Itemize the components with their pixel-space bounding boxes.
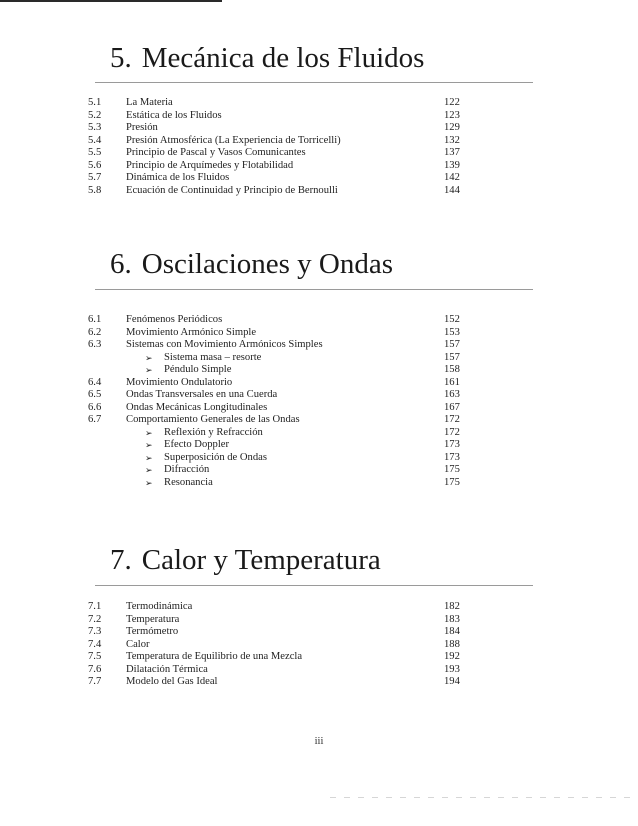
page-ref: 153 [444, 326, 460, 338]
chapter-7-number: 7. [110, 544, 132, 576]
section-number: 7.2 [88, 613, 102, 625]
section-number: 5.2 [88, 109, 102, 121]
section-title: Presión Atmosférica (La Experiencia de Torricelli) [126, 134, 341, 146]
arrow-bullet-icon: ➢ [145, 465, 153, 475]
page-ref: 157 [444, 351, 460, 363]
section-title: Ecuación de Continuidad y Principio de Bernoulli [126, 184, 338, 196]
section-title: Difracción [164, 464, 210, 475]
section-title: Movimiento Armónico Simple [126, 326, 257, 338]
section-number: 7.4 [88, 638, 102, 650]
arrow-bullet-icon: ➢ [145, 365, 153, 375]
section-title: Sistema masa – resorte [164, 351, 262, 363]
section-title: Calor [126, 638, 150, 650]
section-title: Superposición de Ondas [164, 451, 267, 463]
section-number: 7.6 [88, 663, 102, 675]
chapter-5-rule [95, 82, 533, 83]
page-ref: 173 [444, 439, 460, 450]
arrow-bullet-icon: ➢ [145, 440, 153, 450]
section-title: Principio de Pascal y Vasos Comunicantes [126, 147, 306, 158]
section-number: 7.1 [88, 601, 102, 612]
arrow-bullet-icon: ➢ [145, 352, 153, 363]
section-number: 5.4 [88, 134, 102, 146]
page-ref: 161 [444, 376, 460, 388]
section-number: 5.1 [88, 97, 102, 108]
page-ref: 132 [444, 134, 460, 146]
section-title: Reflexión y Refracción [164, 426, 263, 438]
section-title: Termodinámica [126, 601, 193, 612]
chapter-5-number: 5. [110, 42, 132, 74]
section-number: 6.3 [88, 339, 102, 350]
page-ref: 182 [444, 601, 460, 612]
section-title: Modelo del Gas Ideal [126, 676, 218, 687]
page-ref: 158 [444, 364, 460, 375]
section-number: 7.3 [88, 626, 102, 637]
section-number: 6.2 [88, 326, 102, 338]
page-ref: 123 [444, 109, 460, 121]
page-number: iii [314, 736, 324, 747]
chapter-7-heading [110, 546, 381, 575]
section-number: 5.5 [88, 147, 102, 158]
page-ref: 175 [444, 476, 460, 488]
section-number: 6.4 [88, 376, 102, 388]
toc-entry [0, 476, 638, 490]
chapter-7-title: Calor y Temperatura [141, 544, 381, 576]
chapter-6-title: Oscilaciones y Ondas [141, 248, 394, 280]
page-ref: 184 [444, 626, 460, 637]
page-ref: 188 [444, 638, 460, 650]
page-ref: 192 [444, 651, 460, 662]
scan-edge-mark [0, 0, 222, 2]
section-title: Comportamiento Generales de las Ondas [126, 414, 300, 425]
section-number: 6.7 [88, 414, 102, 425]
arrow-bullet-icon: ➢ [145, 477, 153, 488]
section-title: Sistemas con Movimiento Armónicos Simples [126, 339, 323, 350]
page-ref: 142 [444, 172, 460, 183]
page-ref: 144 [444, 184, 460, 196]
section-title: Ondas Mecánicas Longitudinales [126, 401, 268, 413]
section-number: 5.3 [88, 122, 102, 133]
page-ref: 157 [444, 339, 460, 350]
page-ref: 137 [444, 147, 460, 158]
page-ref: 122 [444, 97, 460, 108]
section-title: La Materia [126, 97, 173, 108]
page-ref: 152 [444, 314, 460, 325]
page-ref: 129 [444, 122, 460, 133]
chapter-5-heading [110, 44, 424, 73]
page-ref: 183 [444, 613, 460, 625]
page-ref: 193 [444, 663, 460, 675]
chapter-6-heading [110, 250, 393, 279]
section-number: 5.8 [88, 184, 102, 196]
section-title: Temperatura [126, 613, 180, 625]
section-title: Movimiento Ondulatorio [126, 376, 233, 388]
page-ref: 163 [444, 389, 460, 400]
section-title: Presión [126, 122, 158, 133]
section-title: Fenómenos Periódicos [126, 314, 223, 325]
section-number: 7.7 [88, 676, 102, 687]
section-number: 5.6 [88, 159, 102, 171]
toc-entry [0, 675, 638, 689]
chapter-7-rule [95, 585, 533, 586]
section-title: Ondas Transversales en una Cuerda [126, 389, 278, 400]
page-ref: 172 [444, 426, 460, 438]
toc-entry [0, 184, 638, 198]
section-title: Dilatación Térmica [126, 663, 208, 675]
section-number: 6.5 [88, 389, 102, 400]
section-title: Resonancia [164, 476, 213, 488]
page-ref: 167 [444, 401, 460, 413]
section-number: 5.7 [88, 172, 102, 183]
page-ref: 194 [444, 676, 460, 687]
section-title: Dinámica de los Fluidos [126, 172, 230, 183]
scan-noise [330, 797, 630, 798]
section-number: 6.1 [88, 314, 102, 325]
section-title: Termómetro [126, 626, 179, 637]
section-title: Temperatura de Equilibrio de una Mezcla [126, 651, 303, 662]
section-title: Estática de los Fluidos [126, 109, 222, 121]
chapter-6-number: 6. [110, 248, 132, 280]
page-ref: 172 [444, 414, 460, 425]
section-title: Principio de Arquímedes y Flotabilidad [126, 159, 294, 171]
arrow-bullet-icon: ➢ [145, 452, 153, 463]
page-ref: 175 [444, 464, 460, 475]
page-ref: 139 [444, 159, 460, 171]
chapter-5-title: Mecánica de los Fluidos [141, 42, 425, 74]
section-title: Efecto Doppler [164, 439, 230, 450]
page-ref: 173 [444, 451, 460, 463]
chapter-6-rule [95, 289, 533, 290]
arrow-bullet-icon: ➢ [145, 427, 153, 438]
section-number: 7.5 [88, 651, 102, 662]
section-number: 6.6 [88, 401, 102, 413]
section-title: Péndulo Simple [164, 364, 232, 375]
